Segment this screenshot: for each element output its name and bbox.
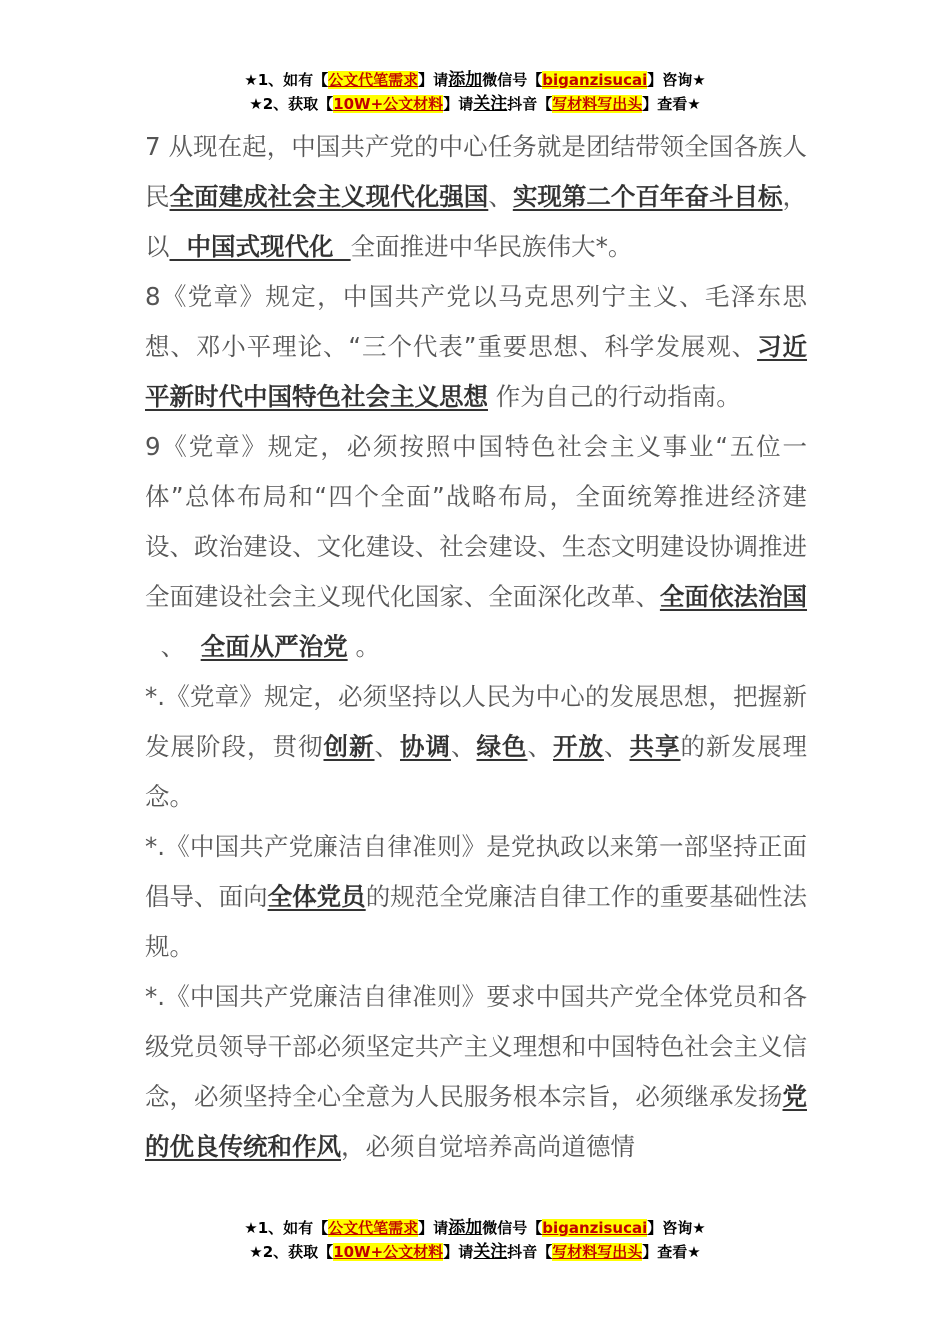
answer-term: 协调	[400, 732, 451, 761]
answer-term: 全体党员	[267, 882, 366, 911]
item-text: 全面推进中华民族伟大*。	[350, 232, 633, 261]
banner-highlight: 公文代笔需求	[328, 71, 419, 89]
answer-term: 绿色	[476, 732, 528, 761]
banner-line-2	[0, 92, 950, 116]
item-text: 的规范全党廉洁自律工作的重要基础性法规。	[145, 882, 808, 961]
banner-highlight: 写材料写出头	[552, 95, 643, 113]
banner-text: 】请	[443, 95, 474, 113]
item-10	[145, 672, 807, 822]
answer-term: 全面建成社会主义现代化强国	[169, 182, 489, 211]
banner-text: 】咨询★	[647, 71, 706, 89]
banner-text: 】请	[418, 1219, 449, 1237]
item-text: 、	[488, 182, 513, 211]
banner-text: 抖音【	[507, 95, 553, 113]
answer-term: 党的优良传统和作风	[145, 1082, 807, 1161]
answer-term: 中国式现代化	[169, 232, 351, 261]
answer-term: 实现第二个百年奋斗目标	[512, 182, 783, 211]
answer-term: 开放	[553, 732, 604, 761]
item-text: 7 从现在起，中国共产党的中心任务就是团结带领全国各族人民	[145, 132, 807, 211]
banner-highlight: biganzisucai	[542, 1219, 648, 1237]
banner-text: ★2、获取【	[249, 95, 334, 113]
document-body	[145, 122, 807, 1172]
banner-underlined: 关注	[473, 1242, 508, 1262]
item-text: 。	[347, 632, 380, 661]
banner-text: 】查看★	[642, 1243, 701, 1261]
item-12	[145, 972, 807, 1172]
item-text: *.《中国共产党廉洁自律准则》是党执政以来第一部坚持正面倡导、面向	[145, 832, 807, 911]
banner-text: ★1、如有【	[244, 71, 329, 89]
banner-underlined: 关注	[473, 94, 508, 114]
banner-text: ★1、如有【	[244, 1219, 329, 1237]
banner-text: 微信号【	[482, 1219, 543, 1237]
banner-text: 】查看★	[642, 95, 701, 113]
banner-line-1	[0, 68, 950, 92]
item-text: 8《党章》规定，中国共产党以马克思列宁主义、毛泽东思想、邓小平理论、“三个代表”重要思想、科学发展观、	[145, 282, 807, 361]
item-text: 、	[451, 732, 477, 761]
item-text: 、	[374, 732, 400, 761]
header-banner	[0, 68, 950, 116]
banner-highlight: 写材料写出头	[552, 1243, 643, 1261]
banner-text: 】请	[418, 71, 449, 89]
answer-term: 创新	[323, 732, 375, 761]
item-text: 9《党章》规定，必须按照中国特色社会主义事业“五位一体”总体布局和“四个全面”战略布局，全面统筹推进经济建设、政治建设、文化建设、社会建设、生态文明建设协调推进全面建设社会主义现代化国家、全面深化改革、	[145, 432, 807, 611]
banner-underlined: 添加	[448, 1218, 483, 1238]
item-9	[145, 422, 807, 672]
item-text: *.《党章》规定，必须坚持以人民为中心的发展思想，把握新发展阶段，贯彻	[145, 682, 807, 761]
banner-text: 微信号【	[482, 71, 543, 89]
banner-line-1	[0, 1216, 950, 1240]
item-7	[145, 122, 807, 272]
banner-text: ★2、获取【	[249, 1243, 334, 1261]
banner-text: 】咨询★	[647, 1219, 706, 1237]
item-text: *.《中国共产党廉洁自律准则》要求中国共产党全体党员和各级党员领导干部必须坚定共产主义理想和中国特色社会主义信念，必须坚持全心全意为人民服务根本宗旨，必须继承发扬	[145, 982, 807, 1111]
item-text: 、	[145, 632, 201, 661]
banner-highlight: 10W+公文材料	[333, 1243, 444, 1261]
banner-line-2	[0, 1240, 950, 1264]
answer-term: 共享	[629, 732, 681, 761]
answer-term: 全面从严治党	[200, 632, 348, 661]
item-text: 、	[527, 732, 553, 761]
banner-highlight: 10W+公文材料	[333, 95, 444, 113]
item-11	[145, 822, 807, 972]
banner-highlight: biganzisucai	[542, 71, 648, 89]
banner-text: 】请	[443, 1243, 474, 1261]
item-text: ，必须自觉培养高尚道德情	[341, 1132, 635, 1161]
banner-text: 抖音【	[507, 1243, 553, 1261]
item-text: ，以	[145, 182, 808, 261]
item-text: 、	[604, 732, 630, 761]
banner-highlight: 公文代笔需求	[328, 1219, 419, 1237]
footer-banner	[0, 1216, 950, 1264]
banner-underlined: 添加	[448, 70, 483, 90]
answer-term: 习近平新时代中国特色社会主义思想	[145, 332, 808, 411]
item-8	[145, 272, 807, 422]
item-text: 的新发展理念。	[145, 732, 807, 811]
item-text: 作为自己的行动指南。	[488, 382, 741, 411]
answer-term: 全面依法治国	[659, 582, 808, 611]
